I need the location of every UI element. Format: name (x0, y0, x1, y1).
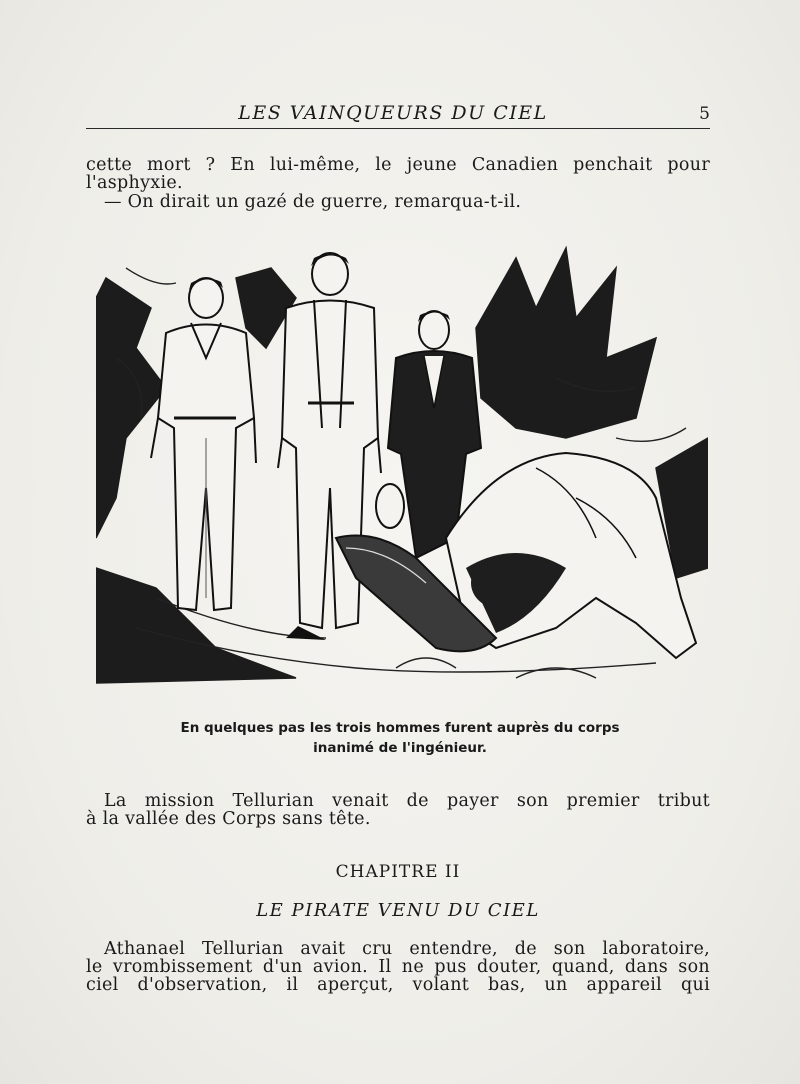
text-line: l'asphyxie. (86, 173, 183, 193)
caption-line: En quelques pas les trois hommes furent auprès du corps (180, 720, 620, 736)
hat (376, 484, 404, 528)
text-line: La mission Tellurian venait de payer son premier tribut (104, 791, 710, 811)
rock-right (476, 248, 656, 438)
rock-left (96, 278, 166, 538)
fallen-head (471, 557, 531, 609)
figure-man-left (151, 278, 256, 610)
chapter-label: CHAPITRE II (335, 862, 461, 882)
paragraph-continuation (86, 156, 710, 211)
chapter-title: LE PIRATE VENU DU CIEL (256, 900, 540, 921)
running-title: LES VAINQUEURS DU CIEL (238, 102, 548, 124)
page-number: 5 (699, 104, 710, 124)
text-line: le vrombissement d'un avion. Il ne pus douter, quand, dans son (86, 957, 710, 977)
illustration-three-men-and-body (96, 238, 708, 690)
paragraph-chapter-start (86, 940, 710, 994)
dialogue-line: — On dirait un gazé de guerre, remarqua-t-il. (104, 192, 522, 212)
caption-line: inanimé de l'ingénieur. (313, 740, 487, 756)
text-line: cette mort ? En lui-même, le jeune Canadien penchait pour (86, 155, 710, 175)
text-line: Athanael Tellurian avait cru entendre, de son laboratoire, (104, 939, 710, 959)
illustration-caption (120, 718, 680, 758)
running-header (86, 98, 710, 129)
text-line: à la vallée des Corps sans tête. (86, 809, 371, 829)
text-line: ciel d'observation, il aperçut, volant bas, un appareil qui (86, 975, 710, 995)
paragraph-closing (86, 792, 710, 828)
